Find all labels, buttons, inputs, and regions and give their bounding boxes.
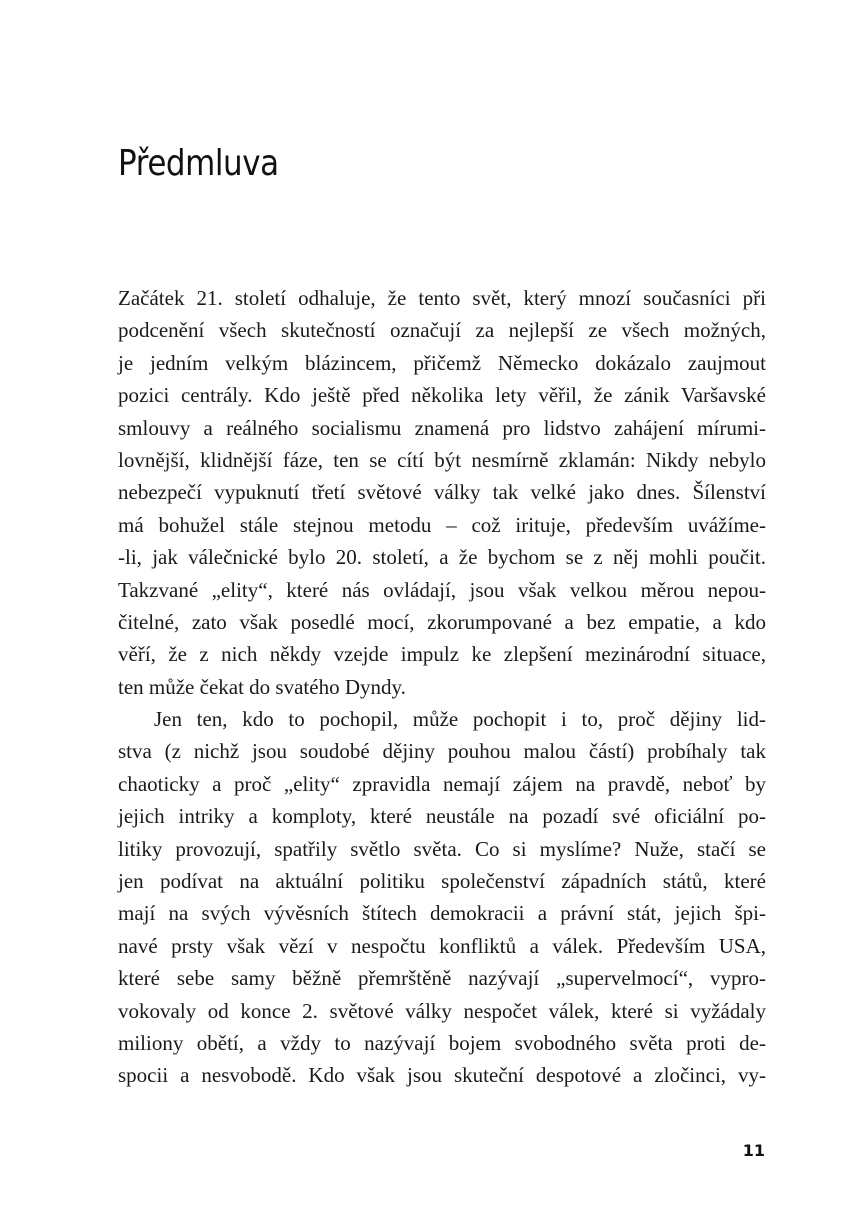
page-title: Předmluva xyxy=(118,143,279,184)
text-line: lovnější, klidnější fáze, ten se cítí být nesmírně zklamán: Nikdy nebylo xyxy=(118,447,766,472)
text-line: pozici centrály. Kdo ještě před několika lety věřil, že zánik Varšavské xyxy=(118,383,766,408)
body-text xyxy=(118,282,766,1092)
text-line: litiky provozují, spatřily světlo světa. Co si myslíme? Nuže, stačí se xyxy=(118,836,766,861)
paragraph-2 xyxy=(118,703,766,1092)
text-line: má bohužel stále stejnou metodu – což irituje, především uvážíme- xyxy=(118,512,766,537)
text-line: které sebe samy běžně přemrštěně nazývají „supervelmocí“, vypro- xyxy=(118,966,766,991)
text-line: jen podívat na aktuální politiku společenství západních států, které xyxy=(118,869,766,894)
text-line: podcenění všech skutečností označují za nejlepší ze všech možných, xyxy=(118,318,766,343)
text-line: mají na svých vývěsních štítech demokracii a právní stát, jejich špi- xyxy=(118,901,766,926)
page-number: 11 xyxy=(742,1141,765,1160)
text-line: je jedním velkým blázincem, přičemž Německo dokázalo zaujmout xyxy=(118,350,766,375)
text-line: Takzvané „elity“, které nás ovládají, jsou však velkou měrou nepou- xyxy=(118,577,766,602)
text-line: Začátek 21. století odhaluje, že tento svět, který mnozí současníci při xyxy=(118,286,766,310)
text-line: Jen ten, kdo to pochopil, může pochopit i to, proč dějiny lid- xyxy=(154,707,766,732)
text-line: navé prsty však vězí v nespočtu konfliktů a válek. Především USA, xyxy=(118,933,766,958)
text-line: věří, že z nich někdy vzejde impulz ke zlepšení mezinárodní situace, xyxy=(118,642,766,667)
text-line: -li, jak válečnické bylo 20. století, a že bychom se z něj mohli poučit. xyxy=(118,545,766,570)
text-line: miliony obětí, a vždy to nazývají bojem svobodného světa proti de- xyxy=(118,1030,766,1055)
text-line: smlouvy a reálného socialismu znamená pro lidstvo zahájení mírumi- xyxy=(118,415,766,440)
paragraph-1 xyxy=(118,282,766,703)
text-line: chaoticky a proč „elity“ zpravidla nemají zájem na pravdě, neboť by xyxy=(118,771,766,796)
text-line: ten může čekat do svatého Dyndy. xyxy=(118,674,406,699)
text-line: jejich intriky a komploty, které neustále na pozadí své oficiální po- xyxy=(118,804,766,829)
text-line: čitelné, zato však posedlé mocí, zkorumpované a bez empatie, a kdo xyxy=(118,609,766,634)
text-line: nebezpečí vypuknutí třetí světové války tak velké jako dnes. Šílenství xyxy=(118,480,766,505)
text-line: spocii a nesvobodě. Kdo však jsou skuteční despotové a zločinci, vy- xyxy=(118,1063,766,1088)
text-line: vokovaly od konce 2. světové války nespočet válek, které si vyžádaly xyxy=(118,998,766,1023)
text-line: stva (z nichž jsou soudobé dějiny pouhou malou částí) probíhaly tak xyxy=(118,739,766,764)
